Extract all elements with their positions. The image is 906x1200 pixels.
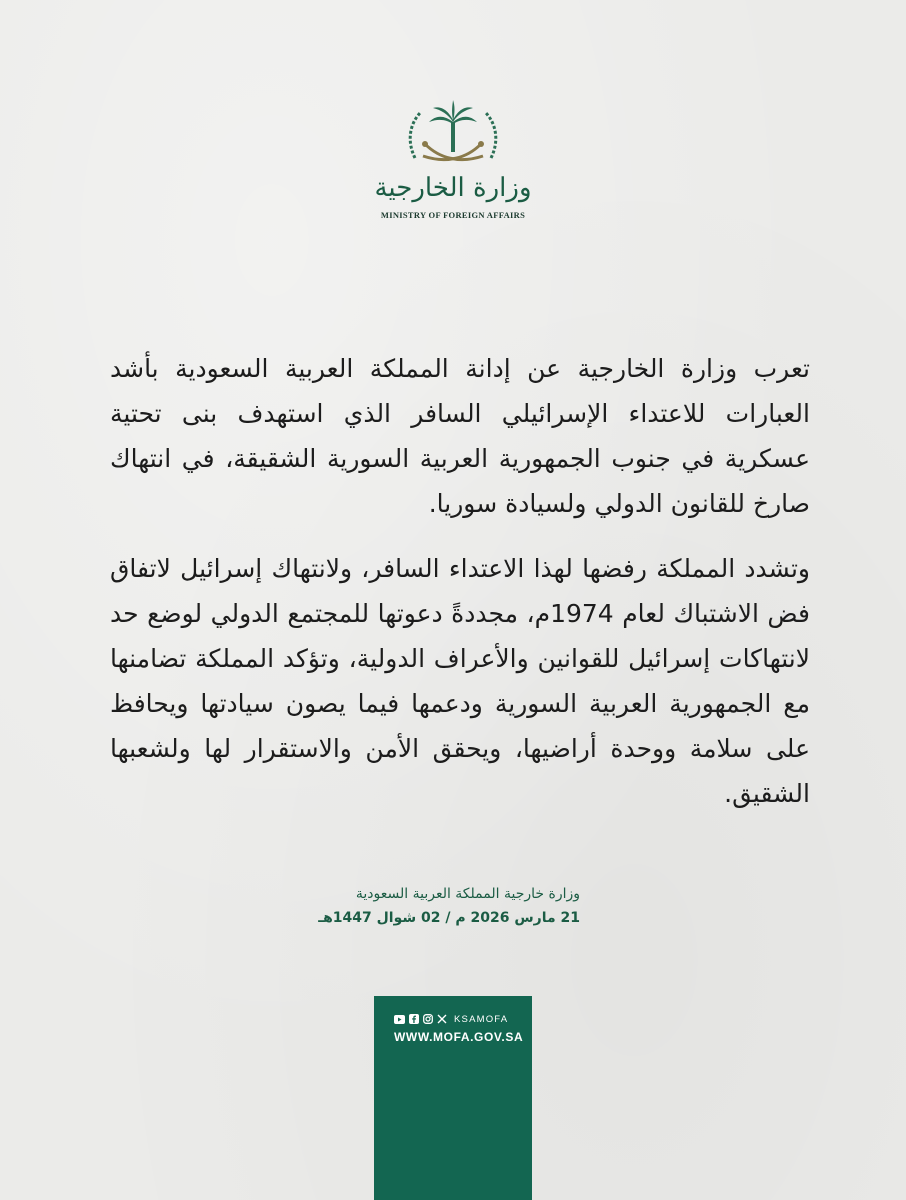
x-icon[interactable] [436, 1014, 447, 1025]
social-handle: KSAMOFA [454, 1013, 509, 1025]
youtube-icon[interactable] [394, 1014, 405, 1025]
ministry-english-wordmark: MINISTRY OF FOREIGN AFFAIRS [380, 210, 526, 220]
footer-panel [374, 996, 532, 1200]
statement-paragraph-1: تعرب وزارة الخارجية عن إدانة المملكة العربية السعودية بأشد العبارات للاعتداء الإسرائيلي السافر الذي استهدف بنى تحتية عسكرية في جنوب الجمهورية العربية السورية الشقيقة، في انتهاك صارخ للقانون الدولي ولسيادة سوريا. [110, 354, 810, 518]
facebook-icon[interactable] [408, 1014, 419, 1025]
signature-date: 21 مارس 2026 م / 02 شوال 1447هـ [318, 910, 580, 926]
statement-paragraph-2: وتشدد المملكة رفضها لهذا الاعتداء السافر، ولانتهاك إسرائيل لاتفاق فض الاشتباك لعام 1974م، مجددةً دعوتها للمجتمع الدولي لوضع حد لانتهاكات إسرائيل للقوانين والأعراف الدولية، وتؤكد المملكة تضامنها مع الجمهورية العربية السورية ودعمها فيما يصون سيادتها ويحافظ على سلامة ووحدة أراضيها، ويحقق الأمن والاستقرار لها ولشعبها الشقيق. [110, 554, 810, 808]
website-link[interactable]: WWW.MOFA.GOV.SA [394, 1030, 524, 1044]
signature-organization: وزارة خارجية المملكة العربية السعودية [355, 886, 580, 902]
social-links [394, 1012, 508, 1026]
instagram-icon[interactable] [422, 1014, 433, 1025]
ministry-arabic-wordmark: وزارة الخارجية [374, 173, 532, 203]
saudi-emblem-logo [403, 98, 503, 180]
